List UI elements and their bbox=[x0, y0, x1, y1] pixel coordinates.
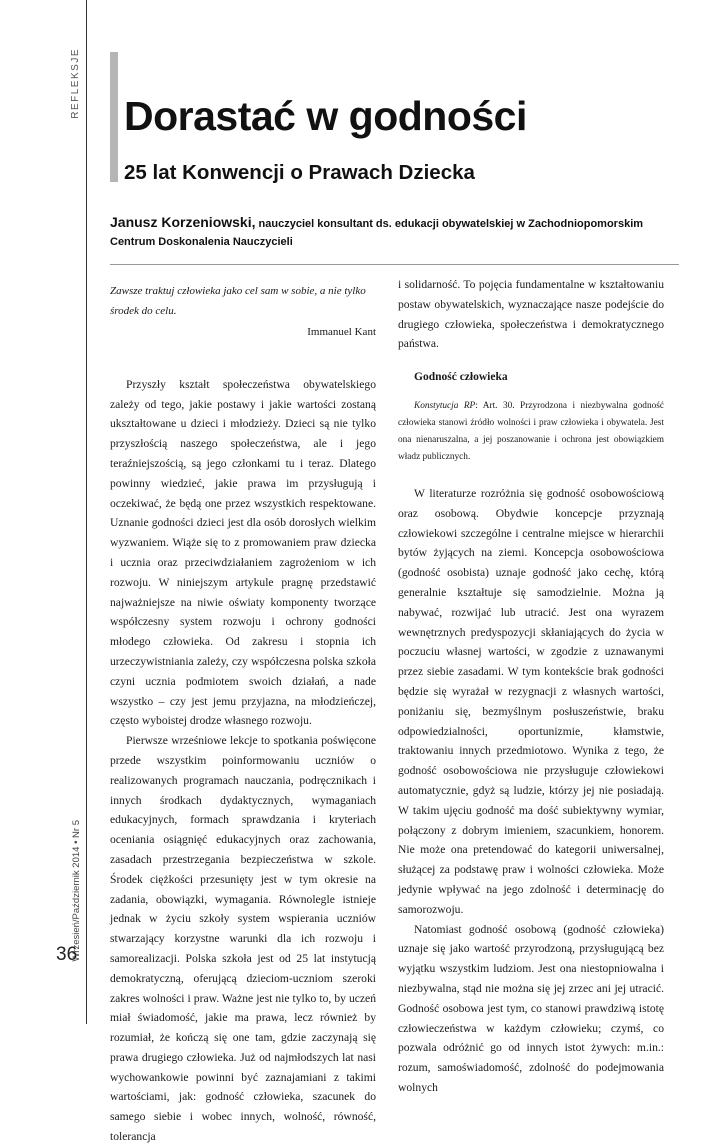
byline bbox=[110, 213, 670, 251]
article-title: Dorastać w godności bbox=[124, 93, 527, 139]
section-heading: Godność człowieka bbox=[414, 371, 508, 384]
paragraph: Przyszły kształt społeczeństwa obywatelskiego zależy od tego, jakie postawy i jakie wartości zostaną ukształtowane u dzieci i młodzieży. Dzieci są nie tylko przyszłością naszego społeczeństwa, ale i jego teraźniejszością, są jego członkami tu i teraz. Dlatego powinny wiedzieć, jakie prawa im przysługują i oczekiwać, że będą one przez wszystkich respektowane. Uznanie godności dzieci jest dla osób dorosłych wielkim wyzwaniem. Wiąże się to z promowaniem praw dziecka i ucznia oraz przeciwdziałaniem zagrożeniom w ich rozwoju. W niniejszym artykule pragnę przedstawić najważniejsze na niwie oświaty komponenty tworzące współczesny system rozwoju i ochrony godności młodego człowieka. Od zakresu i stopnia ich urzeczywistniania zależy, czy współczesna polska szkoła czyni ucznia podmiotem swoich działań, a nade wszystko – czy jest jemu przyjazna, na młodzieńczej, często wyboistej drodze własnego rozwoju. bbox=[110, 377, 376, 728]
right-column bbox=[398, 275, 664, 1098]
issue-info: Wrzesień/Październik 2014 • Nr 5 bbox=[71, 820, 82, 962]
author-name: Janusz Korzeniowski, bbox=[110, 214, 256, 230]
constitution-source: Konstytucja RP bbox=[414, 400, 476, 411]
page-number: 36 bbox=[56, 944, 78, 965]
paragraph: W literaturze rozróżnia się godność osobowościową oraz osobową. Obydwie koncepcje przyznają człowiekowi szczególne i centralne miejsce w hierarchii bytów żyjących na ziemi. Koncepcja osobowościowa (godność osobista) uznaje godność jako cechę, którą generalnie kształtuje się samodzielnie. Można ją nabywać, rozwijać lub utracić. Jest ona wyrazem wewnętrznych predyspozycji skłaniających do życia w poczuciu własnej wartości, w zgodzie z uznawanymi przez siebie zasadami. W tym kontekście brak godności będzie się wyrażał w rezygnacji z własnych wartości, poniżaniu się, bezmyślnym posłuszeństwie, braku odpowiedzialności, oportunizmie, kłamstwie, traktowaniu innych przedmiotowo. Wynika z tego, że godność osobowościowa nie przysługuje człowiekowi automatycznie, gdyż są ludzie, którzy jej nie posiadają. W takim ujęciu godność ma dość subiektywny wymiar, połączony z dobrym imieniem, szacunkiem, honorem. Nie może ona pretendować do kategorii uniwersalnej, służącej za podstawę praw i wolności człowieka. Może jedynie wpływać na jego zdolność i determinację do samorozwoju. bbox=[398, 486, 664, 916]
paragraph: Natomiast godność osobową (godność człowieka) uznaje się jako wartość przyrodzoną, przysługującą bez wyjątku wszystkim ludziom. Jest ona niestopniowalna i niezbywalna, stąd nie można się jej zrzec ani jej utracić. Godność osobowa jest tym, co stanowi prawdziwą istotę człowieczeństwa w każdym człowieku; czymś, co pozwala odróżnić go od innych istot żywych: m.in.: rozum, samoświadomość, zdolność do podejmowania wolnych bbox=[398, 922, 664, 1094]
header-rule bbox=[110, 264, 679, 265]
epigraph-quote: Zawsze traktuj człowieka jako cel sam w sobie, a nie tylko środek do celu. bbox=[110, 285, 366, 317]
margin-rule bbox=[86, 0, 87, 1024]
section-tag: REFLEKSJE bbox=[70, 48, 81, 119]
constitution-quote bbox=[398, 398, 664, 466]
left-column bbox=[110, 281, 376, 1147]
paragraph: Pierwsze wrześniowe lekcje to spotkania poświęcone przede wszystkim poinformowaniu uczniów o realizowanych programach nauczania, podręcznikach i innych środkach dydaktycznych, wymaganiach edukacyjnych, formach sprawdzania i kryteriach oceniania osiągnięć edukacyjnych oraz zachowania, zasadach przestrzegania bezpieczeństwa w szkole. Środek ciężkości przesunięty jest w tym okresie na zadania, obowiązki, wymagania. Równolegle istnieje jednak w życiu szkoły system wspierania uczniów stwarzający korzystne warunki dla ich rozwoju i samorealizacji. Polska szkoła jest od 25 lat instytucją demokratyczną, oferującą dzieciom-uczniom szeroki zakres wolności i praw. Ważne jest nie tylko to, by uczeń miał świadomość, jakie ma prawa, lecz również by rozumiał, że kończą się one tam, gdzie zaczynają się prawa drugiego człowieka. Już od najmłodszych lat nasi wychowankowie powinni być zaznajamiani z takimi wartościami, jak: godność człowieka, szacunek do samego siebie i wobec innych, wolność, równość, tolerancja bbox=[110, 734, 376, 1144]
constitution-text: : Art. 30. Przyrodzona i niezbywalna godność człowieka stanowi źródło wolności i praw człowieka i obywatela. Jest ona nienaruszalna, a jej poszanowanie i ochrona jest obowiązkiem władz publicznych. bbox=[398, 400, 664, 462]
epigraph-author: Immanuel Kant bbox=[307, 326, 376, 338]
article-subtitle: 25 lat Konwencji o Prawach Dziecka bbox=[124, 161, 475, 184]
title-accent-bar bbox=[110, 52, 118, 182]
author-affiliation: nauczyciel konsultant ds. edukacji obywatelskiej w Zachodniopomorskim Centrum Doskonalenia Nauczycieli bbox=[110, 218, 644, 248]
paragraph: i solidarność. To pojęcia fundamentalne w kształtowaniu postaw obywatelskich, wyznaczające nasze podejście do drugiego człowieka, społeczeństwa i demokratycznego państwa. bbox=[398, 278, 664, 351]
